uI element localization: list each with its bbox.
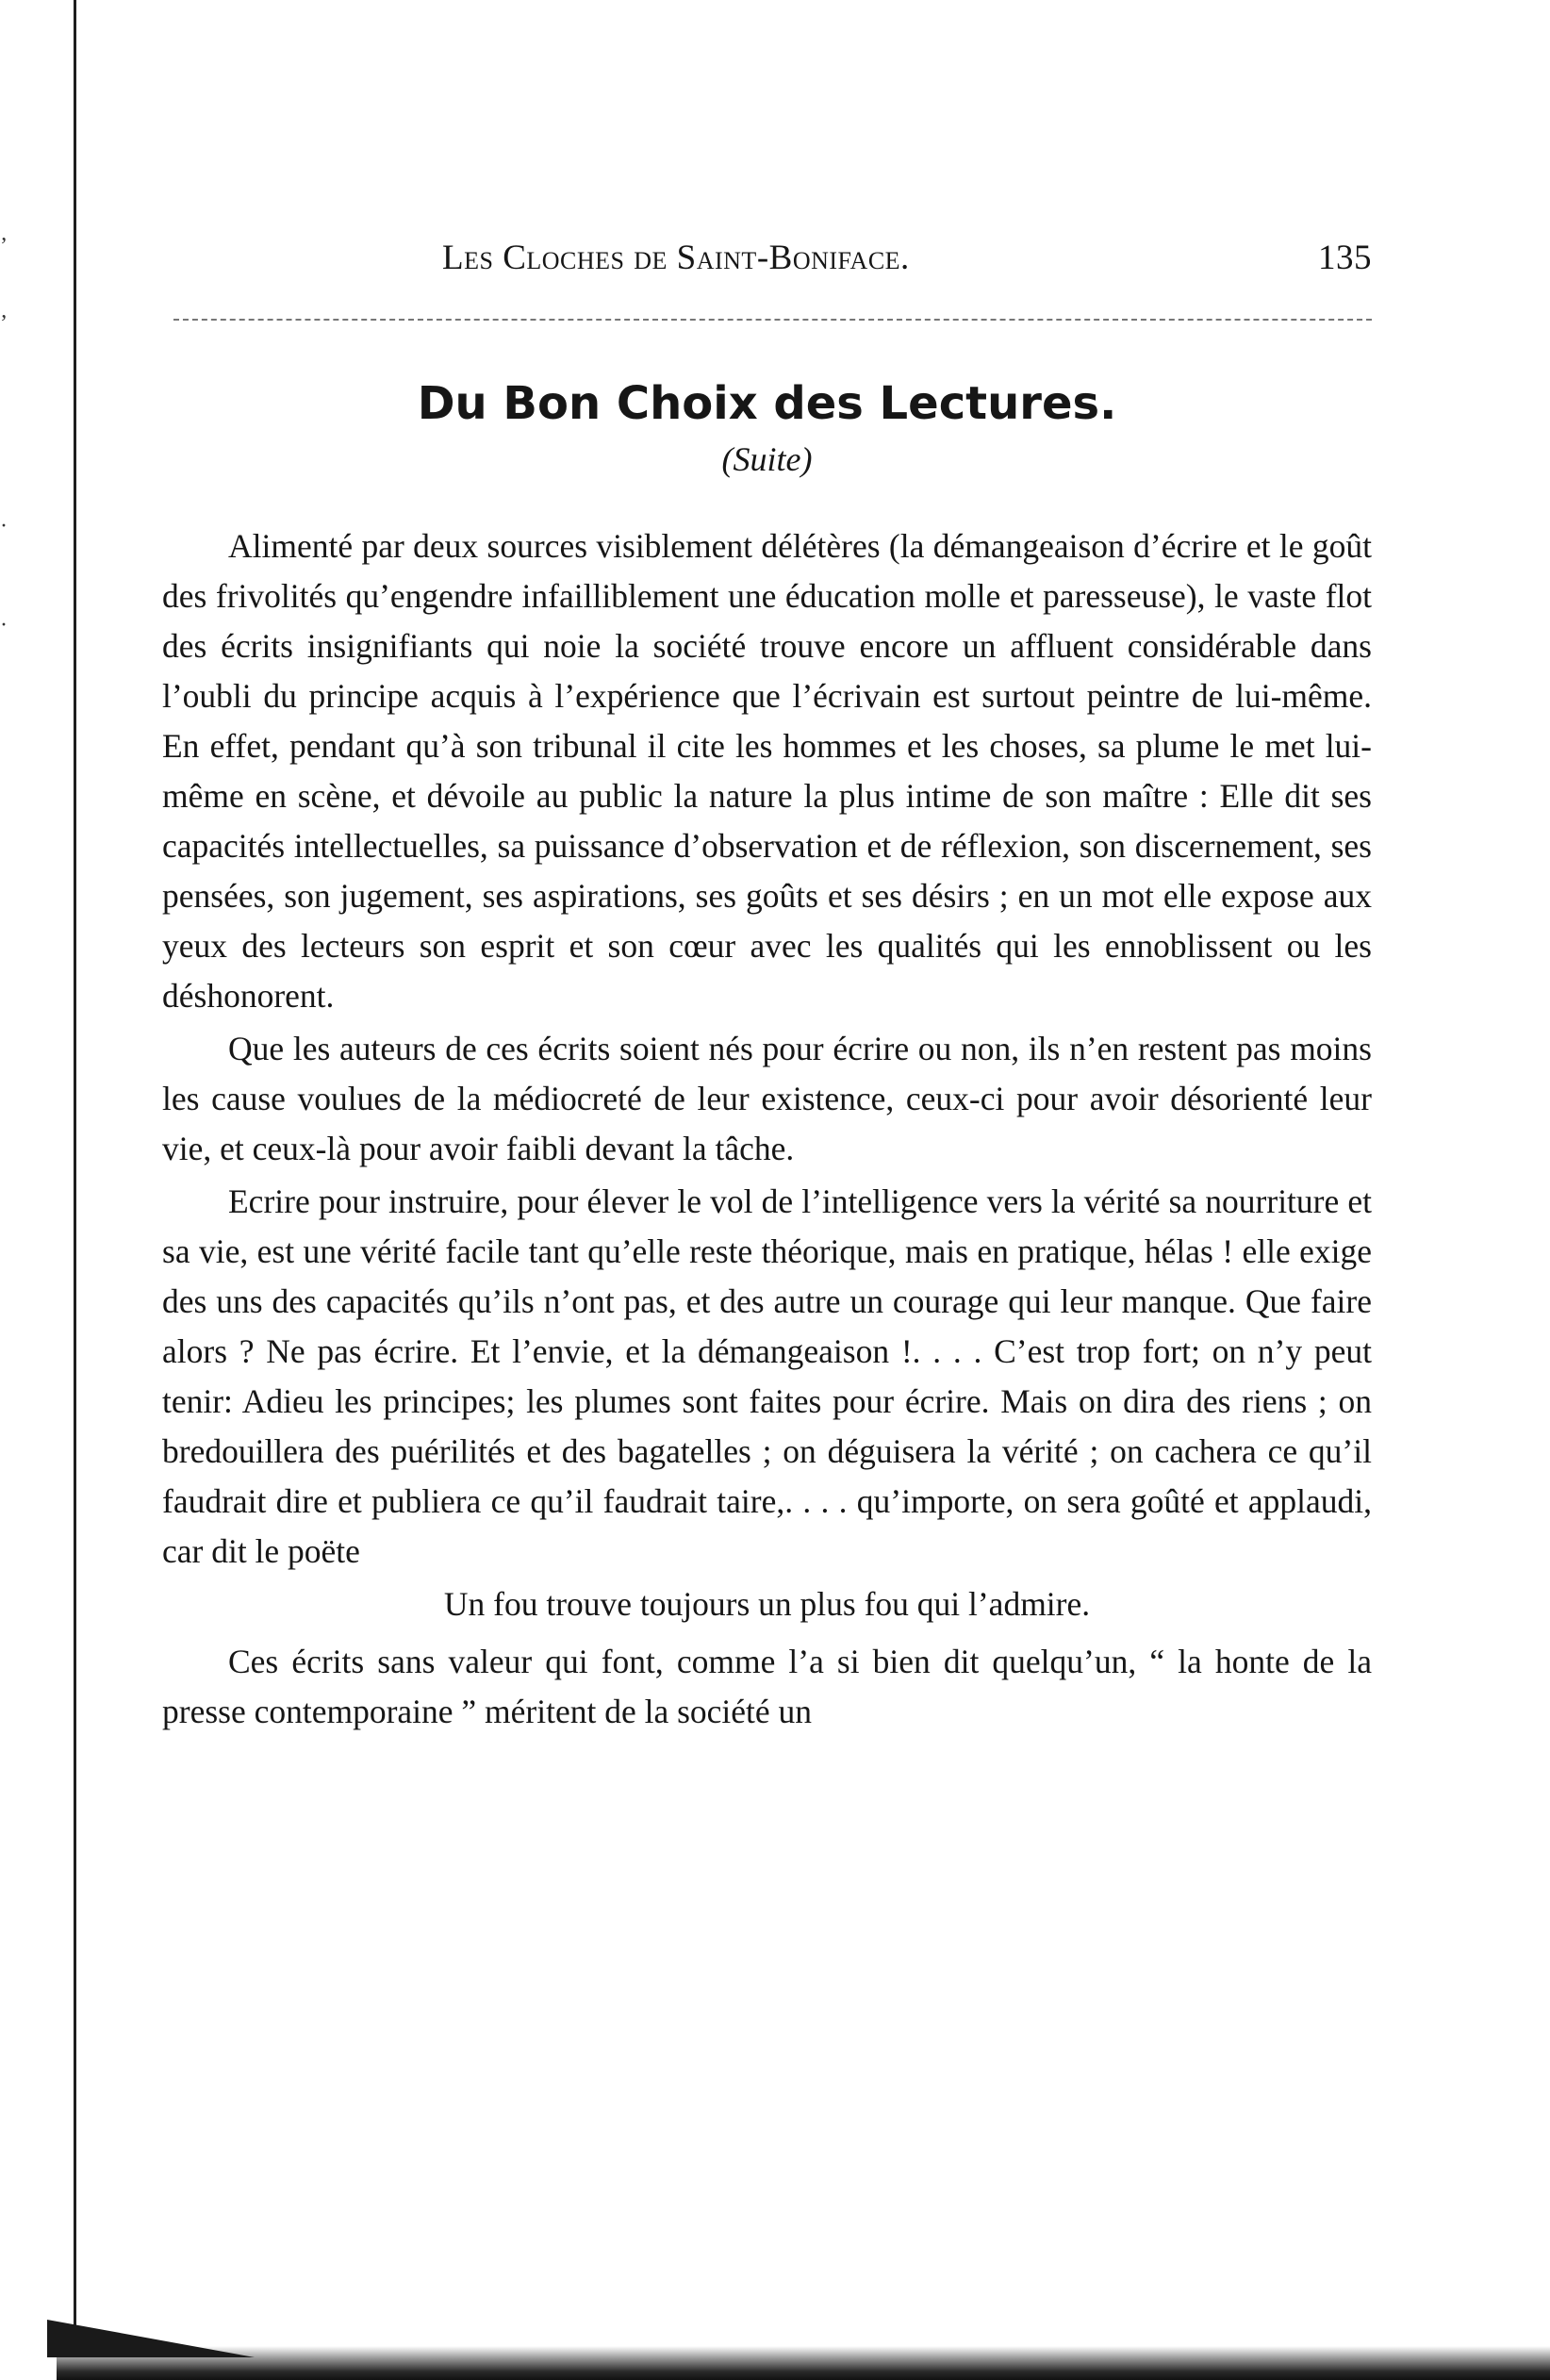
running-header: [162, 238, 1372, 283]
margin-mark: ʼ: [0, 311, 8, 336]
page-number: 135: [1318, 239, 1372, 277]
paragraph: Que les auteurs de ces écrits soient nés pour écrire ou non, ils n’en restent pas moins les cause voulues de la médiocreté de leur existence, ceux-ci pour avoir désorienté leur vie, et ceux-là pour avoir faibli devant la tâche.: [162, 1030, 1372, 1167]
article-subtitle-text: (Suite): [721, 440, 813, 478]
margin-mark: ·: [0, 514, 8, 538]
paragraph: Ecrire pour instruire, pour élever le vol de l’intelligence vers la vérité sa nourriture et sa vie, est une vérité facile tant qu’elle reste théorique, mais en pratique, hélas ! elle exige des uns des capacités qu’ils n’ont pas, et des autre un courage qui leur manque. Que faire alors ? Ne pas écrire. Et l’envie, et la démangeaison !. . . . C’est trop fort; on n’y peut tenir: Adieu les principes; les plumes sont faites pour écrire. Mais on dira des riens ; on bredouillera des puérilités et des bagatelles ; on déguisera la vérité ; on cachera ce qu’il faudrait dire et publiera ce qu’il faudrait taire,. . . . qu’importe, on sera goûté et applaudi, car dit le poëte: [162, 1182, 1372, 1570]
page-binding-edge: [74, 0, 76, 2334]
article-title: Du Bon Choix des Lectures.: [417, 377, 1117, 430]
running-title: Les Cloches de Saint-Boniface.: [442, 239, 910, 277]
article-heading: [162, 372, 1372, 484]
paragraph: Ces écrits sans valeur qui font, comme l’a si bien dit quelqu’un, “ la honte de la presse contemporaine ” méritent de la société un: [162, 1643, 1372, 1730]
article-subtitle: [162, 435, 1372, 484]
paragraph: Alimenté par deux sources visiblement délétères (la démangeaison d’écrire et le goût des frivolités qu’engendre infailliblement une éducation molle et paresseuse), le vaste flot des écrits insignifiants qui noie la société trouve encore un affluent considérable dans l’oubli du principe acquis à l’expérience que l’écrivain est surtout peintre de lui-même. En effet, pendant qu’à son tribunal il cite les hommes et les choses, sa plume le met lui-même en scène, et dévoile au public la nature la plus intime de son maître : Elle dit ses capacités intellectuelles, sa puissance d’observation et de réflexion, son discernement, ses pensées, son jugement, ses aspirations, ses goûts et ses désirs ; en un mot elle expose aux yeux des lecteurs son esprit et son cœur avec les qualités qui les ennoblissent ou les déshonorent.: [162, 527, 1372, 1015]
verse-quotation: Un fou trouve toujours un plus fou qui l’admire.: [443, 1585, 1091, 1623]
margin-mark: ʼ: [0, 234, 8, 258]
margin-mark: ·: [0, 613, 8, 637]
article-body: [162, 521, 1372, 1740]
page-corner-shadow: [47, 2320, 255, 2357]
page-bottom-shadow: [57, 2346, 1550, 2380]
header-rule: [173, 319, 1372, 321]
